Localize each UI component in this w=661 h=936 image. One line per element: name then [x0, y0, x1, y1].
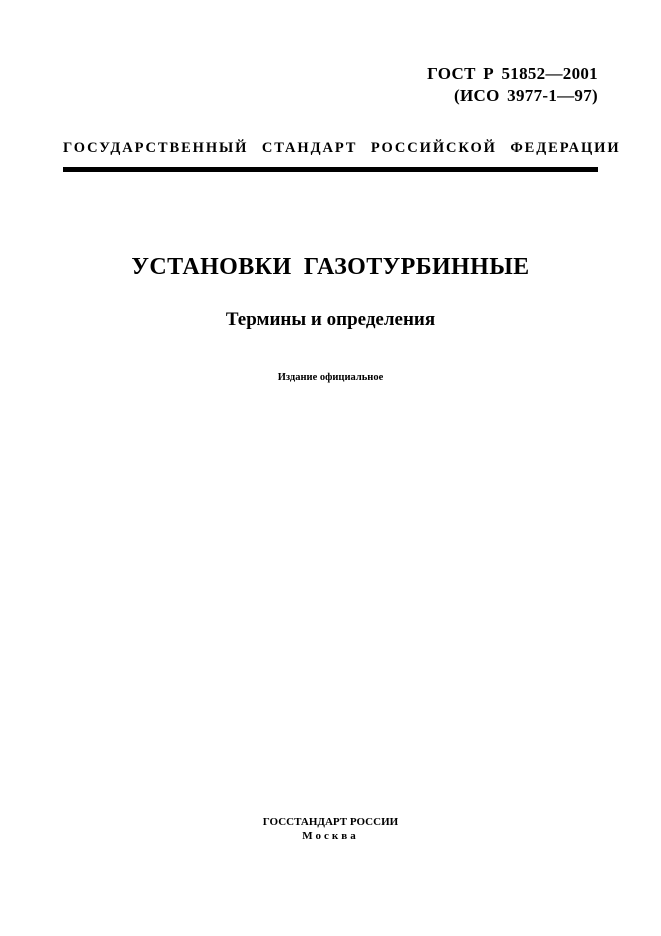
- edition-note: Издание официальное: [277, 372, 384, 383]
- gost-number: ГОСТ Р 51852—2001: [427, 64, 598, 83]
- document-number-block: [427, 63, 598, 107]
- header-divider: [63, 167, 598, 172]
- publisher-name: ГОССТАНДАРТ РОССИИ: [262, 816, 399, 828]
- document-subtitle: Термины и определения: [225, 309, 436, 330]
- publisher-block: [0, 815, 661, 843]
- publisher-city: Москва: [302, 830, 359, 842]
- document-title: УСТАНОВКИ ГАЗОТУРБИННЫЕ: [131, 254, 530, 280]
- iso-number: (ИСО 3977-1—97): [454, 86, 598, 105]
- standard-header: ГОСУДАРСТВЕННЫЙ СТАНДАРТ РОССИЙСКОЙ ФЕДЕРАЦИИ: [63, 140, 621, 156]
